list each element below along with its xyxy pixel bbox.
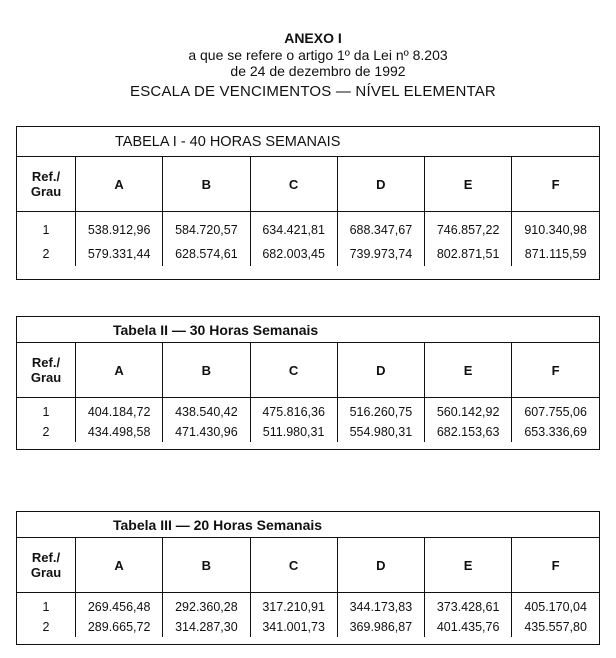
table-row — [17, 593, 599, 618]
salary-cell: 471.430,96 — [163, 422, 250, 442]
salary-cell: 516.260,75 — [337, 398, 424, 423]
table-header-row — [17, 538, 599, 593]
grade-cell: 1 — [42, 223, 50, 237]
salary-cell: 560.142,92 — [425, 398, 512, 423]
column-header-d: D — [337, 157, 424, 212]
salary-cell: 538.912,96 — [76, 212, 163, 243]
table-30-hours — [16, 316, 600, 450]
column-header-b: B — [163, 157, 250, 212]
column-header-c: C — [250, 538, 337, 593]
salary-cell: 405.170,04 — [512, 593, 599, 618]
table-row — [17, 242, 599, 266]
salary-cell: 682.003,45 — [250, 242, 337, 266]
salary-table — [17, 343, 599, 442]
column-header-e: E — [425, 343, 512, 398]
salary-cell: 802.871,51 — [425, 242, 512, 266]
salary-table — [17, 538, 599, 637]
table-caption: Tabela III — 20 Horas Semanais — [17, 512, 599, 538]
column-header-e: E — [425, 157, 512, 212]
column-header-d: D — [337, 343, 424, 398]
salary-cell: 682.153,63 — [425, 422, 512, 442]
law-reference: a que se refere o artigo 1º da Lei nº 8.203 — [188, 47, 448, 63]
column-header-ref-grau: Ref./ Grau — [17, 538, 76, 593]
column-header-f: F — [512, 538, 599, 593]
salary-cell: 628.574,61 — [163, 242, 250, 266]
column-header-b: B — [163, 343, 250, 398]
salary-table — [17, 157, 599, 266]
column-header-e: E — [425, 538, 512, 593]
salary-cell: 579.331,44 — [76, 242, 163, 266]
table-row — [17, 212, 599, 243]
salary-cell: 435.557,80 — [512, 617, 599, 637]
grade-cell: 2 — [42, 620, 50, 634]
salary-cell: 607.755,06 — [512, 398, 599, 423]
salary-cell: 269.456,48 — [76, 593, 163, 618]
column-header-a: A — [76, 538, 163, 593]
grade-cell: 2 — [42, 425, 50, 439]
grade-cell: 1 — [42, 600, 50, 614]
salary-scale-title: ESCALA DE VENCIMENTOS — NÍVEL ELEMENTAR — [130, 83, 496, 100]
column-header-f: F — [512, 157, 599, 212]
table-caption: Tabela II — 30 Horas Semanais — [17, 317, 599, 343]
salary-cell: 511.980,31 — [250, 422, 337, 442]
column-header-ref-grau: Ref./ Grau — [17, 343, 76, 398]
salary-cell: 434.498,58 — [76, 422, 163, 442]
salary-cell: 344.173,83 — [337, 593, 424, 618]
table-40-hours — [16, 126, 600, 280]
column-header-a: A — [76, 343, 163, 398]
salary-cell: 369.986,87 — [337, 617, 424, 637]
salary-cell: 341.001,73 — [250, 617, 337, 637]
column-header-ref-grau: Ref./ Grau — [17, 157, 76, 212]
salary-cell: 554.980,31 — [337, 422, 424, 442]
table-row — [17, 398, 599, 423]
salary-cell: 475.816,36 — [250, 398, 337, 423]
law-date: de 24 de dezembro de 1992 — [230, 63, 406, 79]
table-header-row — [17, 343, 599, 398]
annex-title: ANEXO I — [284, 30, 342, 46]
table-caption: TABELA I - 40 HORAS SEMANAIS — [17, 127, 599, 157]
column-header-b: B — [163, 538, 250, 593]
salary-cell: 373.428,61 — [425, 593, 512, 618]
salary-cell: 438.540,42 — [163, 398, 250, 423]
column-header-a: A — [76, 157, 163, 212]
salary-cell: 910.340,98 — [512, 212, 599, 243]
salary-cell: 404.184,72 — [76, 398, 163, 423]
column-header-d: D — [337, 538, 424, 593]
salary-cell: 289.665,72 — [76, 617, 163, 637]
grade-cell: 1 — [42, 405, 50, 419]
column-header-c: C — [250, 343, 337, 398]
column-header-c: C — [250, 157, 337, 212]
salary-cell: 584.720,57 — [163, 212, 250, 243]
table-20-hours — [16, 511, 600, 645]
table-header-row — [17, 157, 599, 212]
salary-cell: 317.210,91 — [250, 593, 337, 618]
grade-cell: 2 — [42, 247, 50, 261]
salary-cell: 314.287,30 — [163, 617, 250, 637]
salary-cell: 746.857,22 — [425, 212, 512, 243]
salary-cell: 653.336,69 — [512, 422, 599, 442]
salary-cell: 739.973,74 — [337, 242, 424, 266]
salary-cell: 401.435,76 — [425, 617, 512, 637]
salary-cell: 634.421,81 — [250, 212, 337, 243]
table-row — [17, 617, 599, 637]
table-row — [17, 422, 599, 442]
salary-cell: 688.347,67 — [337, 212, 424, 243]
document-header — [0, 30, 616, 101]
salary-cell: 292.360,28 — [163, 593, 250, 618]
salary-cell: 871.115,59 — [512, 242, 599, 266]
column-header-f: F — [512, 343, 599, 398]
